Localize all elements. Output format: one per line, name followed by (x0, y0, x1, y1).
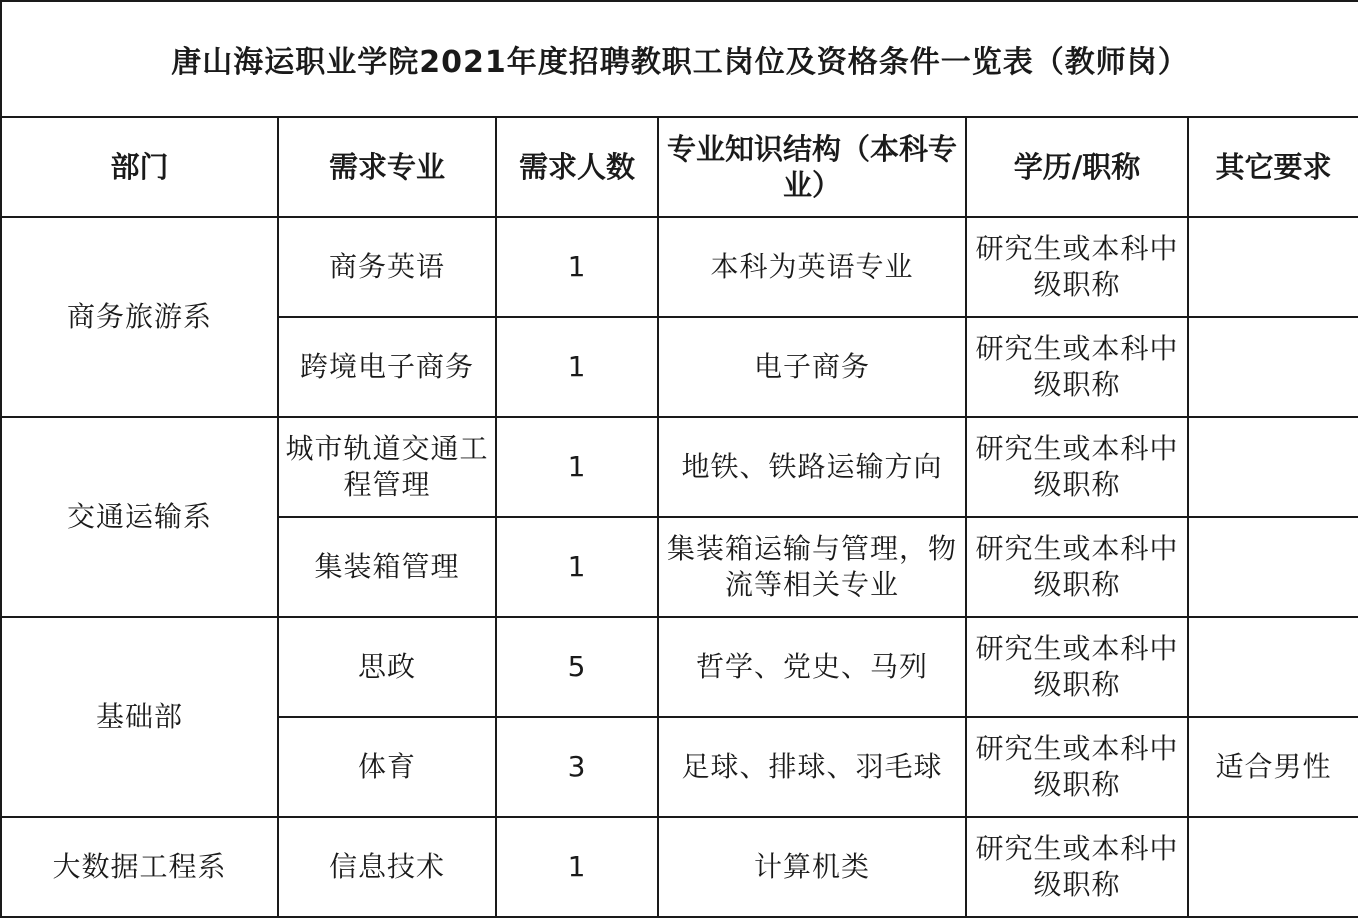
other-cell (1188, 517, 1358, 617)
qualification-cell: 研究生或本科中级职称 (966, 317, 1188, 417)
header-count: 需求人数 (496, 117, 658, 217)
dept-cell: 基础部 (1, 617, 278, 817)
knowledge-cell: 本科为英语专业 (658, 217, 966, 317)
table-row (1, 817, 1358, 917)
major-cell: 体育 (278, 717, 496, 817)
major-cell: 集装箱管理 (278, 517, 496, 617)
qualification-cell: 研究生或本科中级职称 (966, 517, 1188, 617)
header-dept: 部门 (1, 117, 278, 217)
knowledge-cell: 足球、排球、羽毛球 (658, 717, 966, 817)
table-row (1, 617, 1358, 717)
major-cell: 城市轨道交通工程管理 (278, 417, 496, 517)
knowledge-cell: 地铁、铁路运输方向 (658, 417, 966, 517)
header-row (1, 117, 1358, 217)
other-cell (1188, 617, 1358, 717)
major-cell: 商务英语 (278, 217, 496, 317)
knowledge-cell: 电子商务 (658, 317, 966, 417)
other-cell (1188, 217, 1358, 317)
qualification-cell: 研究生或本科中级职称 (966, 717, 1188, 817)
count-cell: 1 (496, 417, 658, 517)
count-cell: 3 (496, 717, 658, 817)
knowledge-cell: 哲学、党史、马列 (658, 617, 966, 717)
table-row (1, 417, 1358, 517)
count-cell: 1 (496, 217, 658, 317)
dept-cell: 商务旅游系 (1, 217, 278, 417)
count-cell: 1 (496, 517, 658, 617)
table-row (1, 217, 1358, 317)
major-cell: 思政 (278, 617, 496, 717)
major-cell: 跨境电子商务 (278, 317, 496, 417)
qualification-cell: 研究生或本科中级职称 (966, 217, 1188, 317)
other-cell: 适合男性 (1188, 717, 1358, 817)
other-cell (1188, 817, 1358, 917)
dept-cell: 交通运输系 (1, 417, 278, 617)
qualification-cell: 研究生或本科中级职称 (966, 817, 1188, 917)
header-major: 需求专业 (278, 117, 496, 217)
header-knowledge: 专业知识结构（本科专业） (658, 117, 966, 217)
knowledge-cell: 计算机类 (658, 817, 966, 917)
header-qualification: 学历/职称 (966, 117, 1188, 217)
dept-cell: 大数据工程系 (1, 817, 278, 917)
major-cell: 信息技术 (278, 817, 496, 917)
knowledge-cell: 集装箱运输与管理，物流等相关专业 (658, 517, 966, 617)
count-cell: 1 (496, 817, 658, 917)
header-other: 其它要求 (1188, 117, 1358, 217)
count-cell: 1 (496, 317, 658, 417)
qualification-cell: 研究生或本科中级职称 (966, 417, 1188, 517)
other-cell (1188, 317, 1358, 417)
other-cell (1188, 417, 1358, 517)
qualification-cell: 研究生或本科中级职称 (966, 617, 1188, 717)
table-title: 唐山海运职业学院2021年度招聘教职工岗位及资格条件一览表（教师岗） (1, 1, 1358, 117)
count-cell: 5 (496, 617, 658, 717)
